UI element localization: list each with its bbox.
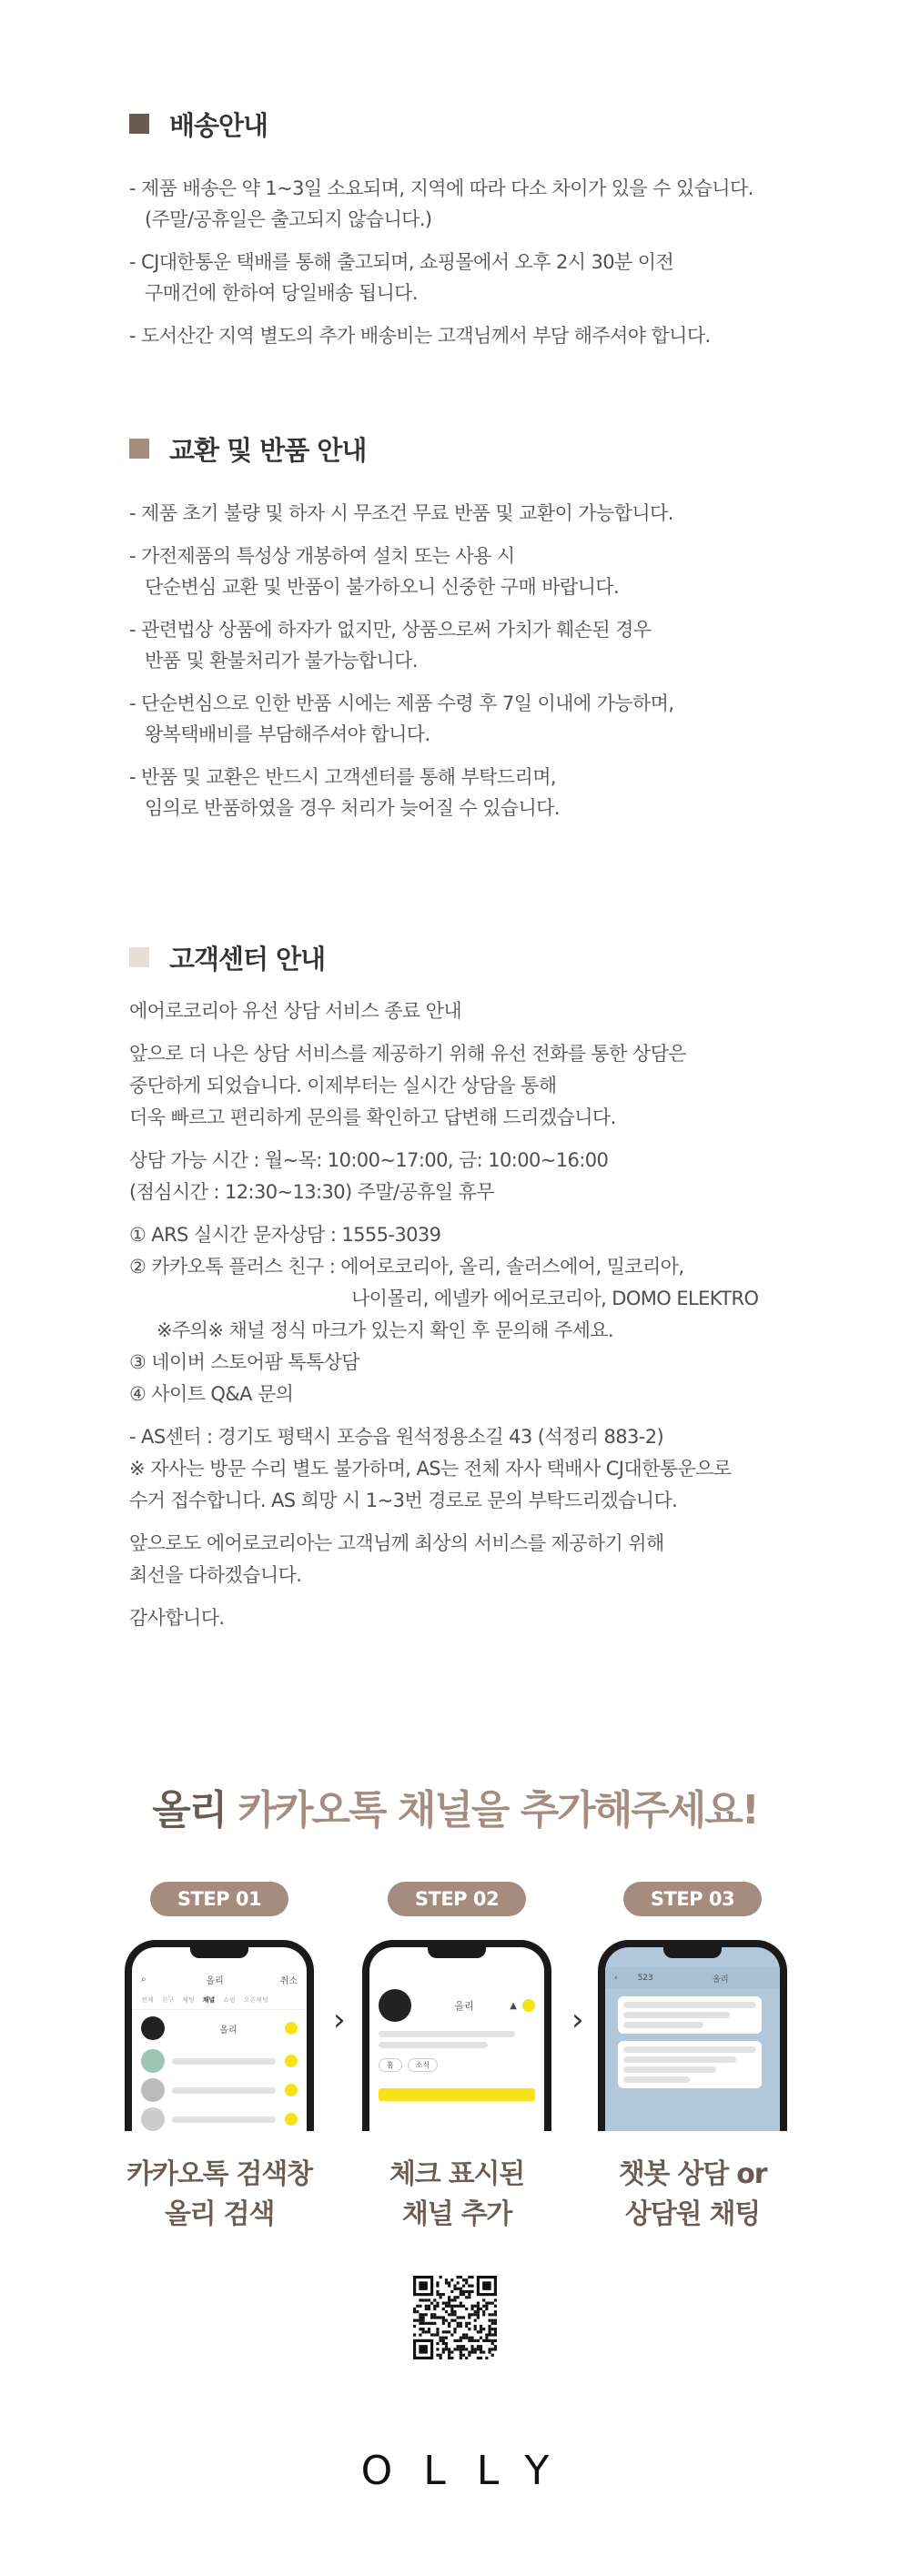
step-1 xyxy=(119,1882,319,2235)
cs-channel-warning: ※주의※ 채널 정식 마크가 있는지 확인 후 문의해 주세요. xyxy=(157,1319,614,1341)
step-3-channel-name: 올리 xyxy=(713,1975,729,1985)
shipping-item-line-1: - CJ대한통운 택배를 통해 출고되며, 쇼핑몰에서 오후 2시 30분 이전 xyxy=(129,251,674,273)
cs-section xyxy=(129,939,839,1634)
step-1-tabs xyxy=(132,1991,307,2010)
cs-thanks: 감사합니다. xyxy=(129,1607,225,1629)
cs-hours-1: 상담 가능 시간 : 월~목: 10:00~17:00, 금: 10:00~16:00 xyxy=(129,1149,609,1171)
step-1-search-text: 올리 xyxy=(206,1975,224,1986)
cs-channel-naver: ③ 네이버 스토어팜 톡톡상담 xyxy=(129,1351,359,1373)
shipping-item-line-2: (주말/공휴일은 출고되지 않습니다.) xyxy=(145,208,432,230)
cs-notice: 에어로코리아 유선 상담 서비스 종료 안내 xyxy=(129,1000,462,1022)
step-2 xyxy=(357,1882,557,2235)
shipping-square-icon xyxy=(129,114,149,134)
step-3-caption xyxy=(592,2155,793,2235)
cs-channel-site: ④ 사이트 Q&A 문의 xyxy=(129,1383,294,1405)
step-2-screen xyxy=(369,1947,544,2131)
step-3-back-count: 523 xyxy=(637,1974,653,1983)
step-3-caption-1: 챗봇 상담 or xyxy=(618,2158,767,2190)
step-3-label: STEP 03 xyxy=(623,1882,762,1916)
step-1-cancel: 취소 xyxy=(279,1975,298,1986)
step-3-phone-image xyxy=(598,1940,787,2131)
cs-channel-kakao: ② 카카오톡 플러스 친구 : 에어로코리아, 올리, 솔러스에어, 밀코리아, xyxy=(129,1256,684,1278)
add-channel-icon xyxy=(522,1999,535,2012)
cs-as-3: 수거 접수합니다. AS 희망 시 1~3번 경로로 문의 부탁드리겠습니다. xyxy=(129,1490,678,1511)
step-1-phone-image xyxy=(125,1940,314,2131)
cs-channel-ars: ① ARS 실시간 문자상담 : 1555-3039 xyxy=(129,1224,441,1246)
search-icon: ⌕ xyxy=(141,1974,147,1985)
chevron-right-icon: › xyxy=(333,2002,346,2038)
cs-intro-2: 중단하게 되었습니다. 이제부터는 실시간 상담을 통해 xyxy=(129,1075,557,1096)
exchange-item xyxy=(129,498,839,529)
shipping-item-line-1: - 도서산간 지역 별도의 추가 배송비는 고객님께서 부담 해주셔야 합니다. xyxy=(129,325,711,347)
shipping-list xyxy=(129,173,839,351)
shipping-item xyxy=(129,173,839,235)
exchange-list xyxy=(129,498,839,823)
step-1-tab: 오픈채팅 xyxy=(243,1996,268,2004)
shipping-item-line-1: - 제품 배송은 약 1~3일 소요되며, 지역에 따라 다소 차이가 있을 수 있습니다. xyxy=(129,177,753,199)
step-3 xyxy=(592,1882,793,2235)
exchange-item-line-1: - 가전제품의 특성상 개봉하여 설치 또는 사용 시 xyxy=(129,545,515,567)
olly-profile-icon xyxy=(379,1989,411,2022)
cs-closing-2: 최선을 다하겠습니다. xyxy=(129,1564,302,1586)
exchange-title: 교환 및 반품 안내 xyxy=(169,434,367,466)
step-1-tab: 쇼핑 xyxy=(223,1996,236,2004)
shipping-item xyxy=(129,320,839,351)
exchange-item xyxy=(129,614,839,676)
exchange-item-line-2: 반품 및 환불처리가 불가능합니다. xyxy=(145,650,418,672)
exchange-item-line-1: - 관련법상 상품에 하자가 없지만, 상품으로써 가치가 훼손된 경우 xyxy=(129,619,652,641)
share-icon: ▲ xyxy=(510,2000,517,2011)
cs-title: 고객센터 안내 xyxy=(169,943,326,975)
exchange-square-icon xyxy=(129,439,149,459)
kakao-title-brand: 올리 xyxy=(152,1787,227,1834)
exchange-item-line-2: 왕복택배비를 부담해주셔야 합니다. xyxy=(145,723,430,745)
exchange-item xyxy=(129,540,839,602)
add-channel-icon xyxy=(285,2022,298,2035)
step-2-phone-image xyxy=(362,1940,551,2131)
exchange-header xyxy=(129,430,839,467)
step-1-channel-name: 올리 xyxy=(219,2025,238,2036)
cs-channel-kakao-cont: 나이몰리, 에넬카 에어로코리아, DOMO ELEKTRO xyxy=(351,1288,759,1309)
olly-channel-icon xyxy=(141,2016,165,2040)
cs-square-icon xyxy=(129,947,149,967)
cs-header xyxy=(129,939,839,975)
cs-as-1: - AS센터 : 경기도 평택시 포승읍 원석정용소길 43 (석정리 883-2) xyxy=(129,1426,664,1448)
kakao-title-rest: 카카오톡 채널을 추가해주세요! xyxy=(226,1787,758,1834)
step-1-tab: 채널 xyxy=(202,1996,216,2004)
cs-as-2: ※ 자사는 방문 수리 별도 불가하며, AS는 전체 자사 택배사 CJ대한통운으로 xyxy=(129,1458,732,1480)
shipping-section xyxy=(129,106,839,363)
shipping-item xyxy=(129,247,839,308)
step-1-caption-1: 카카오톡 검색창 xyxy=(126,2158,312,2190)
kakao-title xyxy=(0,1777,910,1835)
exchange-item-line-2: 단순변심 교환 및 반품이 불가하오니 신중한 구매 바랍니다. xyxy=(145,576,620,598)
exchange-item-line-1: - 제품 초기 불량 및 하자 시 무조건 무료 반품 및 교환이 가능합니다. xyxy=(129,502,673,524)
step-3-screen xyxy=(605,1947,780,2131)
step-1-caption-2: 올리 검색 xyxy=(164,2198,275,2230)
step-1-tab: 친구 xyxy=(161,1996,175,2004)
cs-closing-1: 앞으로도 에어로코리아는 고객님께 최상의 서비스를 제공하기 위해 xyxy=(129,1532,664,1554)
step-1-label: STEP 01 xyxy=(150,1882,288,1916)
exchange-item xyxy=(129,688,839,750)
cs-hours-2: (점심시간 : 12:30~13:30) 주말/공휴일 휴무 xyxy=(129,1181,495,1203)
step-2-caption-2: 채널 추가 xyxy=(401,2198,512,2230)
shipping-item-line-2: 구매건에 한하여 당일배송 됩니다. xyxy=(145,282,418,304)
step-2-label: STEP 02 xyxy=(388,1882,526,1916)
step-2-caption xyxy=(357,2155,557,2235)
step-2-caption-1: 체크 표시된 xyxy=(389,2158,525,2190)
cs-intro-1: 앞으로 더 나은 상담 서비스를 제공하기 위해 유선 전화를 통한 상담은 xyxy=(129,1043,686,1065)
step-1-screen xyxy=(132,1947,307,2131)
exchange-item xyxy=(129,762,839,823)
qr-code-icon[interactable] xyxy=(413,2276,497,2359)
step-2-channel-name: 올리 xyxy=(454,2000,474,2012)
shipping-header xyxy=(129,106,839,142)
exchange-item-line-1: - 반품 및 교환은 반드시 고객센터를 통해 부탁드리며, xyxy=(129,766,556,788)
step-1-tab: 채팅 xyxy=(182,1996,195,2004)
step-3-caption-2: 상담원 채팅 xyxy=(624,2198,761,2230)
back-icon: ‹ xyxy=(614,1974,618,1983)
exchange-section xyxy=(129,430,839,835)
shipping-title: 배송안내 xyxy=(169,109,268,141)
cs-intro-3: 더욱 빠르고 편리하게 문의를 확인하고 답변해 드리겠습니다. xyxy=(129,1106,616,1128)
step-1-caption xyxy=(119,2155,319,2235)
step-1-tab: 전체 xyxy=(141,1996,154,2004)
step-2-chip-home: 홈 xyxy=(379,2058,402,2072)
olly-logo: OLLY xyxy=(360,2448,581,2494)
exchange-item-line-1: - 단순변심으로 인한 반품 시에는 제품 수령 후 7일 이내에 가능하며, xyxy=(129,692,674,714)
step-2-chip-news: 소식 xyxy=(408,2058,438,2072)
chevron-right-icon: › xyxy=(571,2002,584,2038)
cs-body xyxy=(129,995,839,1634)
exchange-item-line-2: 임의로 반품하였을 경우 처리가 늦어질 수 있습니다. xyxy=(145,797,560,819)
